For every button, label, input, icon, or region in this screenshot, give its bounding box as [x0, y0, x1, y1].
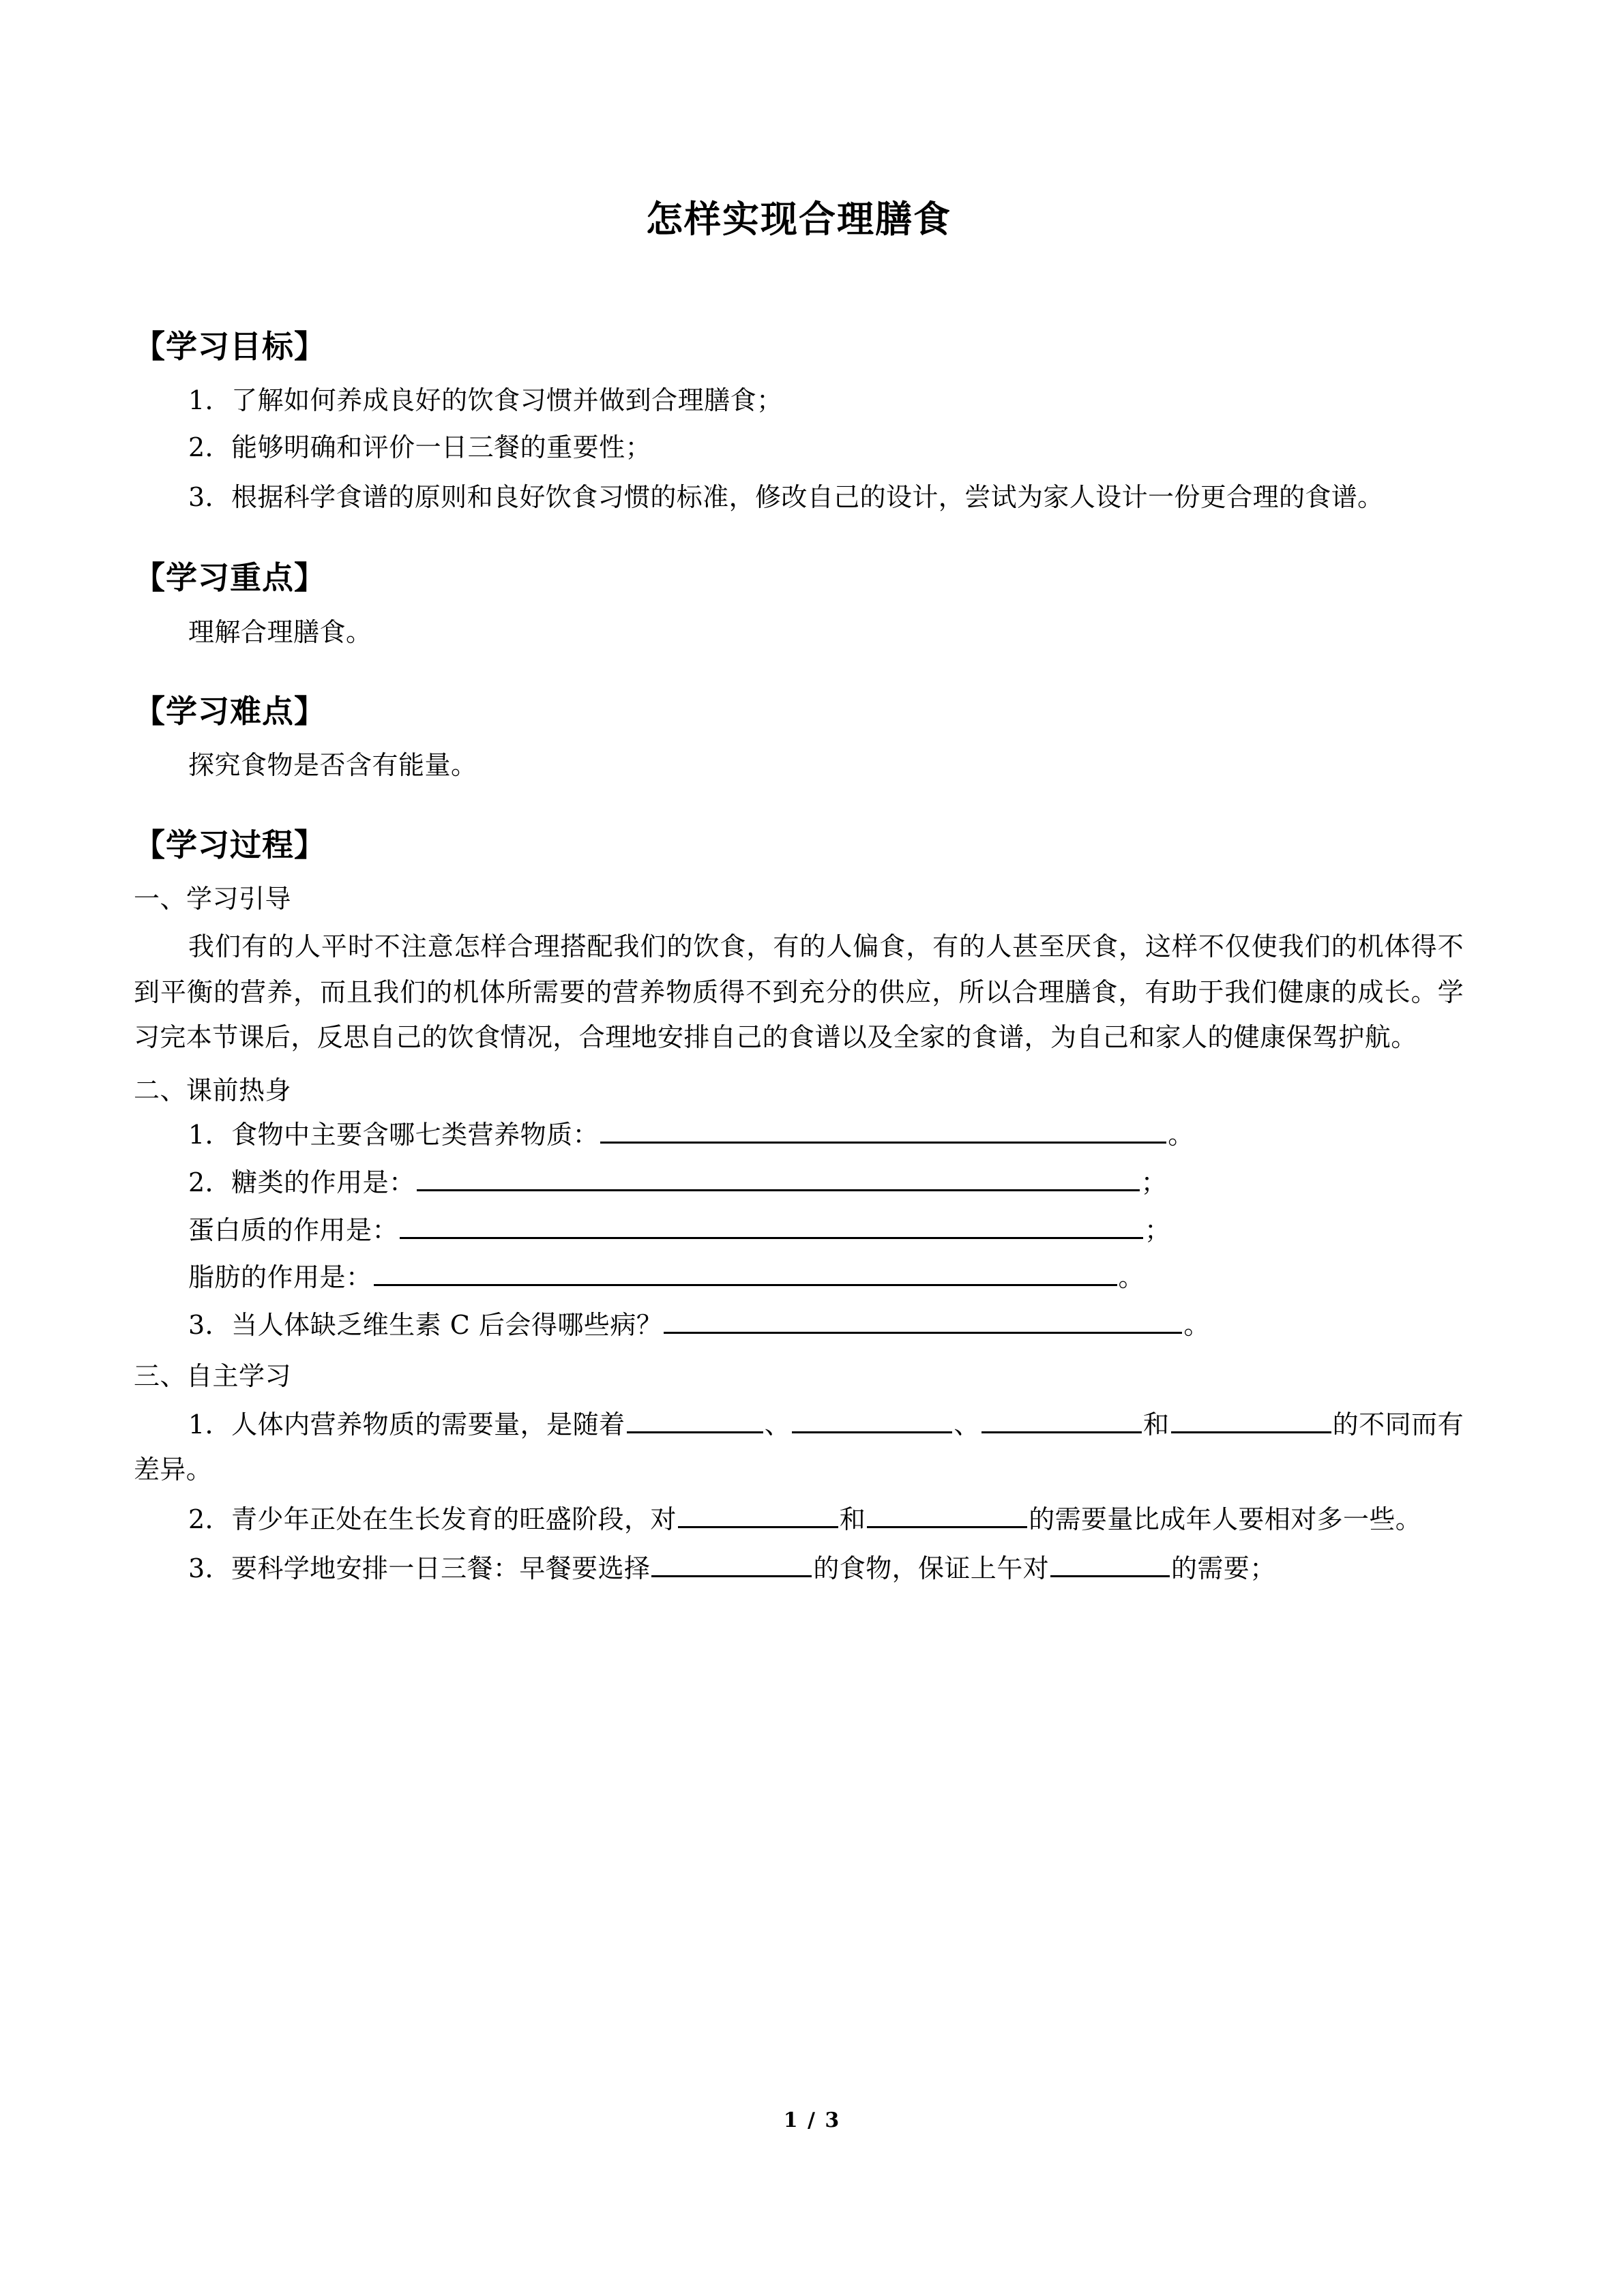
self-study-q1-part2: 的不同而有差异。 — [134, 1409, 1464, 1485]
warmup-question-2 — [134, 1162, 1464, 1204]
warmup-q2c-suffix: 。 — [1118, 1262, 1145, 1293]
heading-difficult-points: 【学习难点】 — [134, 693, 326, 730]
self-study-q3-blank-2[interactable] — [1050, 1548, 1170, 1577]
self-study-q3-part1: 3．要科学地安排一日三餐：早餐要选择 — [188, 1553, 651, 1584]
warmup-q2-suffix: ； — [1140, 1167, 1168, 1197]
self-study-q1-part1: 1．人体内营养物质的需要量，是随着 — [188, 1409, 625, 1440]
warmup-q3-blank[interactable] — [664, 1304, 1182, 1334]
subsection-title-self-study: 三、自主学习 — [134, 1361, 292, 1392]
self-study-q1-sep1: 、 — [764, 1409, 791, 1440]
self-study-question-1 — [134, 1402, 1464, 1493]
self-study-question-3 — [134, 1546, 1464, 1592]
self-study-q2-part1: 2．青少年正处在生长发育的旺盛阶段，对 — [188, 1504, 677, 1534]
warmup-question-1 — [134, 1114, 1464, 1157]
study-guide-paragraph: 我们有的人平时不注意怎样合理搭配我们的饮食，有的人偏食，有的人甚至厌食，这样不仅使我们的机体得不到平衡的营养，而且我们的机体所需要的营养物质得不到充分的供应，所以合理膳食，有助于我们健康的成长。学习完本节课后，反思自己的饮食情况，合理地安排自己的食谱以及全家的食谱，为自己和家人的健康保驾护航。 — [134, 931, 1464, 1053]
self-study-q1-sep2: 、 — [954, 1409, 980, 1440]
warmup-q1-blank[interactable] — [600, 1114, 1166, 1144]
self-study-q3-blank-1[interactable] — [651, 1548, 812, 1577]
subsection-title-warmup: 二、课前热身 — [134, 1075, 292, 1105]
heading-learning-process: 【学习过程】 — [134, 826, 326, 863]
warmup-q2b-prefix: 蛋白质的作用是： — [188, 1214, 399, 1245]
objective-item-3: 3．根据科学食谱的原则和良好饮食习惯的标准，修改自己的设计，尝试为家人设计一份更合理的食谱。 — [188, 481, 1384, 512]
self-study-q1-blank-3[interactable] — [981, 1404, 1142, 1433]
warmup-question-2c — [134, 1257, 1464, 1299]
self-study-q3-part3: 的需要； — [1171, 1553, 1276, 1584]
difficult-points-text: 探究食物是否含有能量。 — [188, 750, 477, 781]
warmup-question-2b — [134, 1210, 1464, 1252]
warmup-q2-blank[interactable] — [417, 1162, 1140, 1191]
self-study-q1-blank-1[interactable] — [627, 1404, 763, 1433]
heading-learning-objectives: 【学习目标】 — [134, 327, 326, 365]
warmup-q1-suffix: 。 — [1168, 1120, 1194, 1150]
warmup-q2b-blank[interactable] — [400, 1210, 1143, 1239]
warmup-q2c-prefix: 脂肪的作用是： — [188, 1262, 372, 1293]
self-study-question-2 — [134, 1497, 1464, 1542]
warmup-q2c-blank[interactable] — [374, 1257, 1117, 1286]
warmup-q3-prefix: 3．当人体缺乏维生素 C 后会得哪些病？ — [188, 1309, 663, 1340]
objective-item-1: 1．了解如何养成良好的饮食习惯并做到合理膳食； — [188, 385, 783, 415]
self-study-q2-sep1: 和 — [839, 1504, 866, 1534]
warmup-q1-prefix: 1．食物中主要含哪七类营养物质： — [188, 1120, 600, 1150]
subsection-title-study-guide: 一、学习引导 — [134, 883, 292, 914]
warmup-q2b-suffix: ； — [1145, 1214, 1171, 1245]
page-footer: 1 / 3 — [783, 2108, 841, 2132]
warmup-q3-suffix: 。 — [1183, 1309, 1210, 1340]
warmup-question-3 — [134, 1304, 1464, 1347]
self-study-q2-part2: 的需要量比成年人要相对多一些。 — [1029, 1504, 1422, 1534]
self-study-q1-blank-2[interactable] — [792, 1404, 952, 1433]
self-study-q3-part2: 的食物，保证上午对 — [813, 1553, 1049, 1584]
heading-key-points: 【学习重点】 — [134, 559, 326, 597]
key-points-text: 理解合理膳食。 — [188, 616, 372, 647]
objective-item-2: 2．能够明确和评价一日三餐的重要性； — [188, 432, 652, 463]
self-study-q2-blank-1[interactable] — [678, 1499, 838, 1528]
self-study-q1-blank-4[interactable] — [1171, 1404, 1331, 1433]
warmup-q2-prefix: 2．糖类的作用是： — [188, 1167, 415, 1197]
document-content — [134, 0, 1464, 1596]
self-study-q2-blank-2[interactable] — [867, 1499, 1027, 1528]
page-title: 怎样实现合理膳食 — [646, 198, 951, 241]
self-study-q1-sep3: 和 — [1142, 1409, 1170, 1440]
